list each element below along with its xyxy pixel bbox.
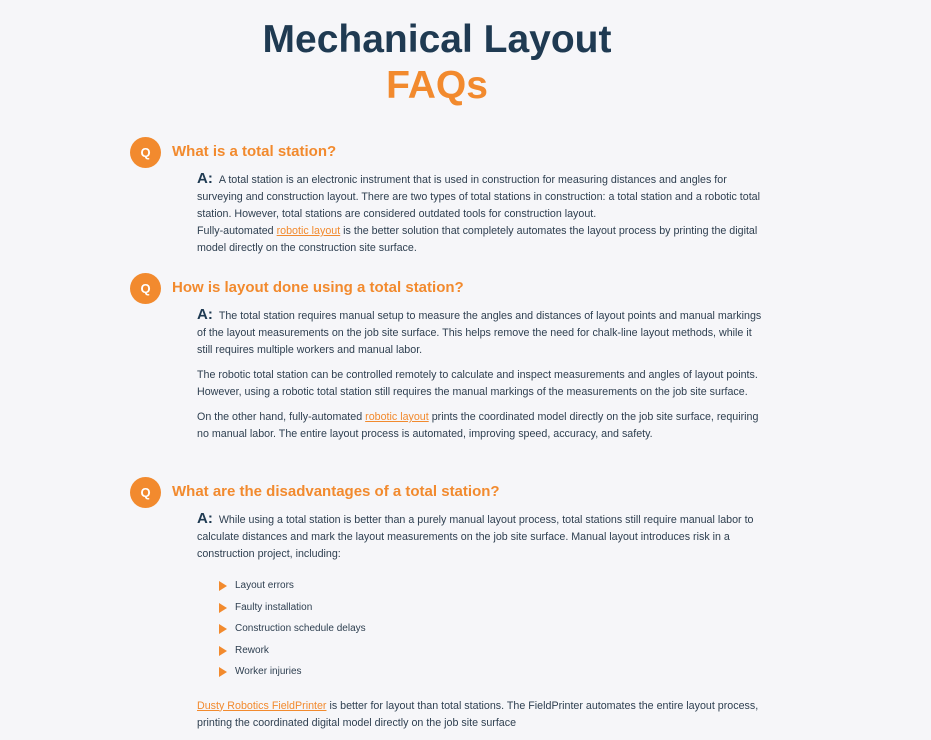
answer-text: On the other hand, fully-automated <box>197 411 366 423</box>
list-item <box>219 575 770 597</box>
answer-paragraph: The robotic total station can be controlled remotely to calculate and inspect measurements and angles of layout points. However, using a robotic total station still requires the manual markings of the measurements on the job site surface. <box>197 369 758 398</box>
list-item-label: Construction schedule delays <box>235 623 366 634</box>
page-title-line2: FAQs <box>386 64 488 107</box>
faq-answer <box>197 510 770 732</box>
risk-list <box>219 575 770 683</box>
answer-text: is better for layout than total stations. The FieldPrinter automates the entire layout process, printing the coordinated digital model directly on the job site surface <box>197 699 759 729</box>
answer-label: A: <box>197 170 213 187</box>
bullet-arrow-icon <box>219 646 227 656</box>
page-title <box>0 16 874 110</box>
list-item <box>219 640 770 662</box>
question-badge-icon: Q <box>130 273 161 304</box>
list-item <box>219 661 770 683</box>
question-badge-icon: Q <box>130 477 161 508</box>
faq-question[interactable]: What is a total station? <box>172 143 337 160</box>
answer-label: A: <box>197 306 213 323</box>
faq-answer <box>197 306 770 443</box>
bullet-arrow-icon <box>219 603 227 613</box>
faq-answer <box>197 170 770 257</box>
list-item-label: Worker injuries <box>235 666 302 677</box>
list-item <box>219 618 770 640</box>
faq-question[interactable]: What are the disadvantages of a total station? <box>172 483 500 500</box>
answer-text: prints the coordinated model directly on the job site surface, requiring no manual labor. The entire layout process is automated, improving speed, accuracy, and safety. <box>197 411 759 440</box>
answer-paragraph <box>197 510 770 563</box>
faq-question-row[interactable] <box>130 137 770 169</box>
faq-question-row[interactable] <box>130 477 770 509</box>
answer-text: Fully-automated <box>197 225 277 237</box>
faq-item-2 <box>130 273 770 451</box>
robotic-layout-link[interactable]: robotic layout <box>276 225 341 237</box>
list-item <box>219 597 770 619</box>
list-item-label: Faulty installation <box>235 601 313 613</box>
answer-paragraph <box>197 698 770 732</box>
faq-question[interactable]: How is layout done using a total station? <box>172 279 464 296</box>
answer-paragraph <box>197 306 770 359</box>
bullet-arrow-icon <box>219 581 227 591</box>
list-item-label: Layout errors <box>235 580 294 591</box>
answer-paragraph <box>197 409 770 443</box>
answer-text: The total station requires manual setup to measure the angles and distances of layout points and manual markings of the layout measurements on the job site surface. This helps remove the need for chalk-line layout methods, while it still requires multiple workers and manual labor. <box>197 310 762 356</box>
answer-label: A: <box>197 510 213 527</box>
answer-paragraph <box>197 170 770 257</box>
page-title-line1: Mechanical Layout <box>262 18 612 61</box>
answer-text: While using a total station is better than a purely manual layout process, total stations still require manual labor to calculate distances and mark the layout measurements on the job site surface. Manual layout introduces risk in a construction project, including: <box>197 514 754 560</box>
answer-text: A total station is an electronic instrument that is used in construction for measuring distances and angles for surveying and construction layout. There are two types of total stations in construction: a total station and a robotic total station. However, total stations are considered outdated tools for construction layout. <box>197 174 760 220</box>
faq-item-3 <box>130 477 770 740</box>
bullet-arrow-icon <box>219 667 227 677</box>
answer-text: is the better solution that completely automates the layout process by printing the digital model directly on the construction site surface. <box>197 225 758 254</box>
dusty-fieldprinter-link[interactable]: Dusty Robotics FieldPrinter <box>197 699 327 712</box>
robotic-layout-link[interactable]: robotic layout <box>365 411 429 423</box>
faq-item-1 <box>130 137 770 265</box>
list-item-label: Rework <box>235 644 269 656</box>
faq-question-row[interactable] <box>130 273 770 305</box>
bullet-arrow-icon <box>219 624 227 634</box>
question-badge-icon: Q <box>130 137 161 168</box>
